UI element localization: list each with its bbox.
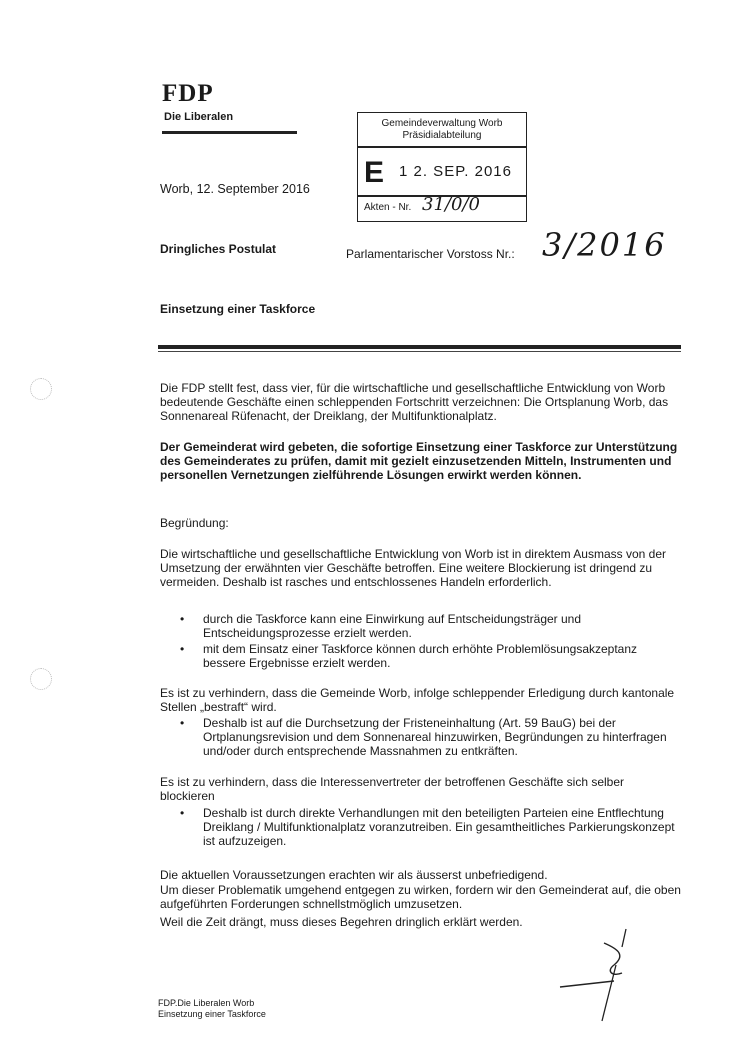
bullet-glyph: • bbox=[180, 806, 185, 820]
bullet-glyph: • bbox=[180, 642, 185, 656]
closing-paragraph: Weil die Zeit drängt, muss dieses Begehren dringlich erklärt werden. bbox=[160, 915, 523, 929]
vorstoss-label: Parlamentarischer Vorstoss Nr.: bbox=[346, 247, 515, 261]
reason-paragraph: Die wirtschaftliche und gesellschaftliche Entwicklung von Worb ist in direktem Ausmass von der Umsetzung der erwähnten vier Geschäfte betroffen. Eine weitere Blockierung ist dringend zu vermeiden. Deshalb ist rasches und entschlossenes Handeln erforderlich. bbox=[160, 547, 667, 589]
intro-paragraph: Die FDP stellt fest, dass vier, für die wirtschaftliche und gesellschaftliche Entwicklung von Worb bedeutende Geschäfte einen schleppenden Fortschritt verzeichnen: Die Ortsplanung Worb, das Sonnenareal Rüfenacht, der Dreiklang, der Multifunktionalplatz. bbox=[160, 381, 669, 423]
stamp-file-number: 31/0/0 bbox=[422, 194, 480, 215]
logo-underline bbox=[162, 131, 297, 134]
closing-paragraph: Die aktuellen Voraussetzungen erachten wir als äusserst unbefriedigend. bbox=[160, 868, 548, 882]
bullet-item: Deshalb ist durch direkte Verhandlungen mit den beteiligten Parteien eine Entflechtung Dreiklang / Multifunktionalplatz voranzutreiben. Ein gesamtheitliches Parkierungskonzept ist aufzuzeigen. bbox=[203, 806, 675, 848]
reason-paragraph: Es ist zu verhindern, dass die Gemeinde Worb, infolge schleppender Erledigung durch kantonale Stellen „bestraft“ wird. bbox=[160, 686, 675, 714]
header-rule-thin bbox=[158, 351, 681, 352]
header-rule bbox=[158, 345, 681, 349]
punch-hole-mark bbox=[30, 668, 52, 690]
party-logo: FDP bbox=[162, 80, 214, 107]
footer-organisation: FDP.Die Liberalen Worb bbox=[158, 998, 255, 1008]
stamp-divider bbox=[358, 146, 526, 148]
letter-date: Worb, 12. September 2016 bbox=[160, 182, 310, 196]
bullet-glyph: • bbox=[180, 612, 185, 626]
stamp-letter: E bbox=[364, 156, 385, 189]
party-subtitle: Die Liberalen bbox=[164, 111, 234, 123]
stamp-department: Präsidialabteilung bbox=[402, 130, 482, 141]
receipt-stamp bbox=[357, 112, 527, 222]
handwritten-signature bbox=[556, 925, 646, 1025]
bullet-item: durch die Taskforce kann eine Einwirkung auf Entscheidungsträger und Entscheidungsprozesse erzielt werden. bbox=[203, 612, 582, 640]
bullet-glyph: • bbox=[180, 716, 185, 730]
stamp-date: 1 2. SEP. 2016 bbox=[399, 163, 512, 180]
bullet-item: mit dem Einsatz einer Taskforce können durch erhöhte Problemlösungsakzeptanz bessere Ergebnisse erzielt werden. bbox=[203, 642, 638, 670]
begruendung-heading: Begründung: bbox=[160, 516, 229, 530]
document-type: Dringliches Postulat bbox=[160, 242, 277, 256]
request-paragraph: Der Gemeinderat wird gebeten, die sofortige Einsetzung einer Taskforce zur Unterstützung des Gemeinderates zu prüfen, damit mit gezielt einzusetzenden Mitteln, Instrumenten und personellen Vernetzungen zielführende Lösungen erwirkt werden können. bbox=[160, 440, 678, 482]
document-subject: Einsetzung einer Taskforce bbox=[160, 302, 316, 316]
footer-title: Einsetzung einer Taskforce bbox=[158, 1009, 266, 1019]
closing-paragraph: Um dieser Problematik umgehend entgegen zu wirken, fordern wir den Gemeinderat auf, die oben aufgeführten Forderungen schnellstmöglich umzusetzen. bbox=[160, 883, 681, 911]
punch-hole-mark bbox=[30, 378, 52, 400]
reason-paragraph: Es ist zu verhindern, dass die Interessenvertreter der betroffenen Geschäfte sich selber blockieren bbox=[160, 775, 625, 803]
stamp-file-label: Akten - Nr. bbox=[364, 202, 412, 213]
bullet-item: Deshalb ist auf die Durchsetzung der Fristeneinhaltung (Art. 59 BauG) bei der Ortplanungsrevision und dem Sonnenareal hinzuwirken, Begründungen zu hinterfragen und/oder durch entsprechende Massnahmen zu entkräften. bbox=[203, 716, 667, 758]
vorstoss-number: 3/2016 bbox=[542, 226, 667, 264]
stamp-authority: Gemeindeverwaltung Worb bbox=[381, 118, 503, 129]
